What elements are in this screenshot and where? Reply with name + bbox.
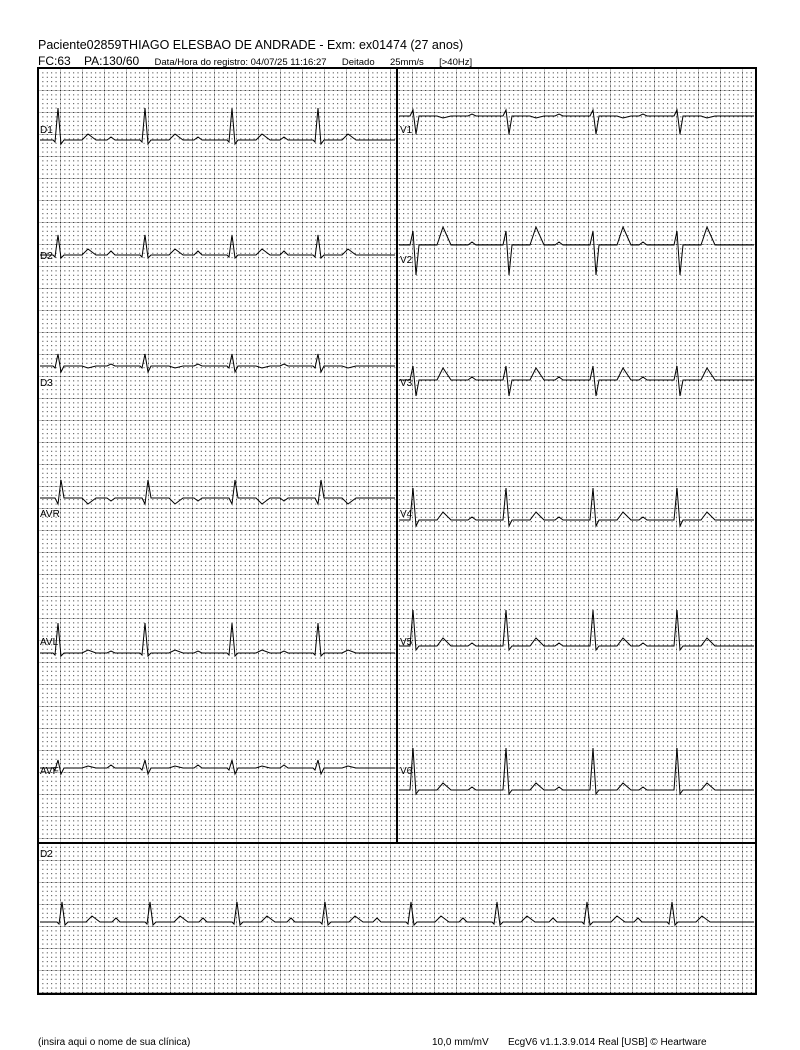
blood-pressure: PA:130/60 xyxy=(84,54,140,68)
lead-label: AVL xyxy=(40,637,59,648)
lead-label: V1 xyxy=(400,125,413,136)
lead-label: V4 xyxy=(400,509,413,520)
lead-label: D2 xyxy=(40,251,53,262)
heart-rate: FC:63 xyxy=(38,54,71,68)
lead-label: V2 xyxy=(400,255,413,266)
gain-setting: 10,0 mm/mV xyxy=(432,1037,489,1048)
patient-header: Paciente02859THIAGO ELESBAO DE ANDRADE - Exm: ex01474 (27 anos) xyxy=(38,38,464,52)
lead-label: D1 xyxy=(40,125,53,136)
clinic-name: (insira aqui o nome de sua clínica) xyxy=(38,1037,191,1048)
lead-label: AVR xyxy=(40,509,60,520)
lead-label: V6 xyxy=(400,766,413,777)
lead-label: V5 xyxy=(400,637,413,648)
lead-label: V3 xyxy=(400,378,413,389)
filter-setting: [>40Hz] xyxy=(439,57,473,68)
patient-position: Deitado xyxy=(341,57,375,68)
lead-label: D3 xyxy=(40,378,53,389)
record-datetime: Data/Hora do registro: 04/07/25 11:16:27 xyxy=(154,57,327,68)
lead-label: D2 xyxy=(40,849,53,860)
lead-label: AVF xyxy=(40,766,59,777)
paper-speed: 25mm/s xyxy=(389,57,424,68)
software-info: EcgV6 v1.1.3.9.014 Real [USB] © Heartware xyxy=(508,1037,707,1048)
